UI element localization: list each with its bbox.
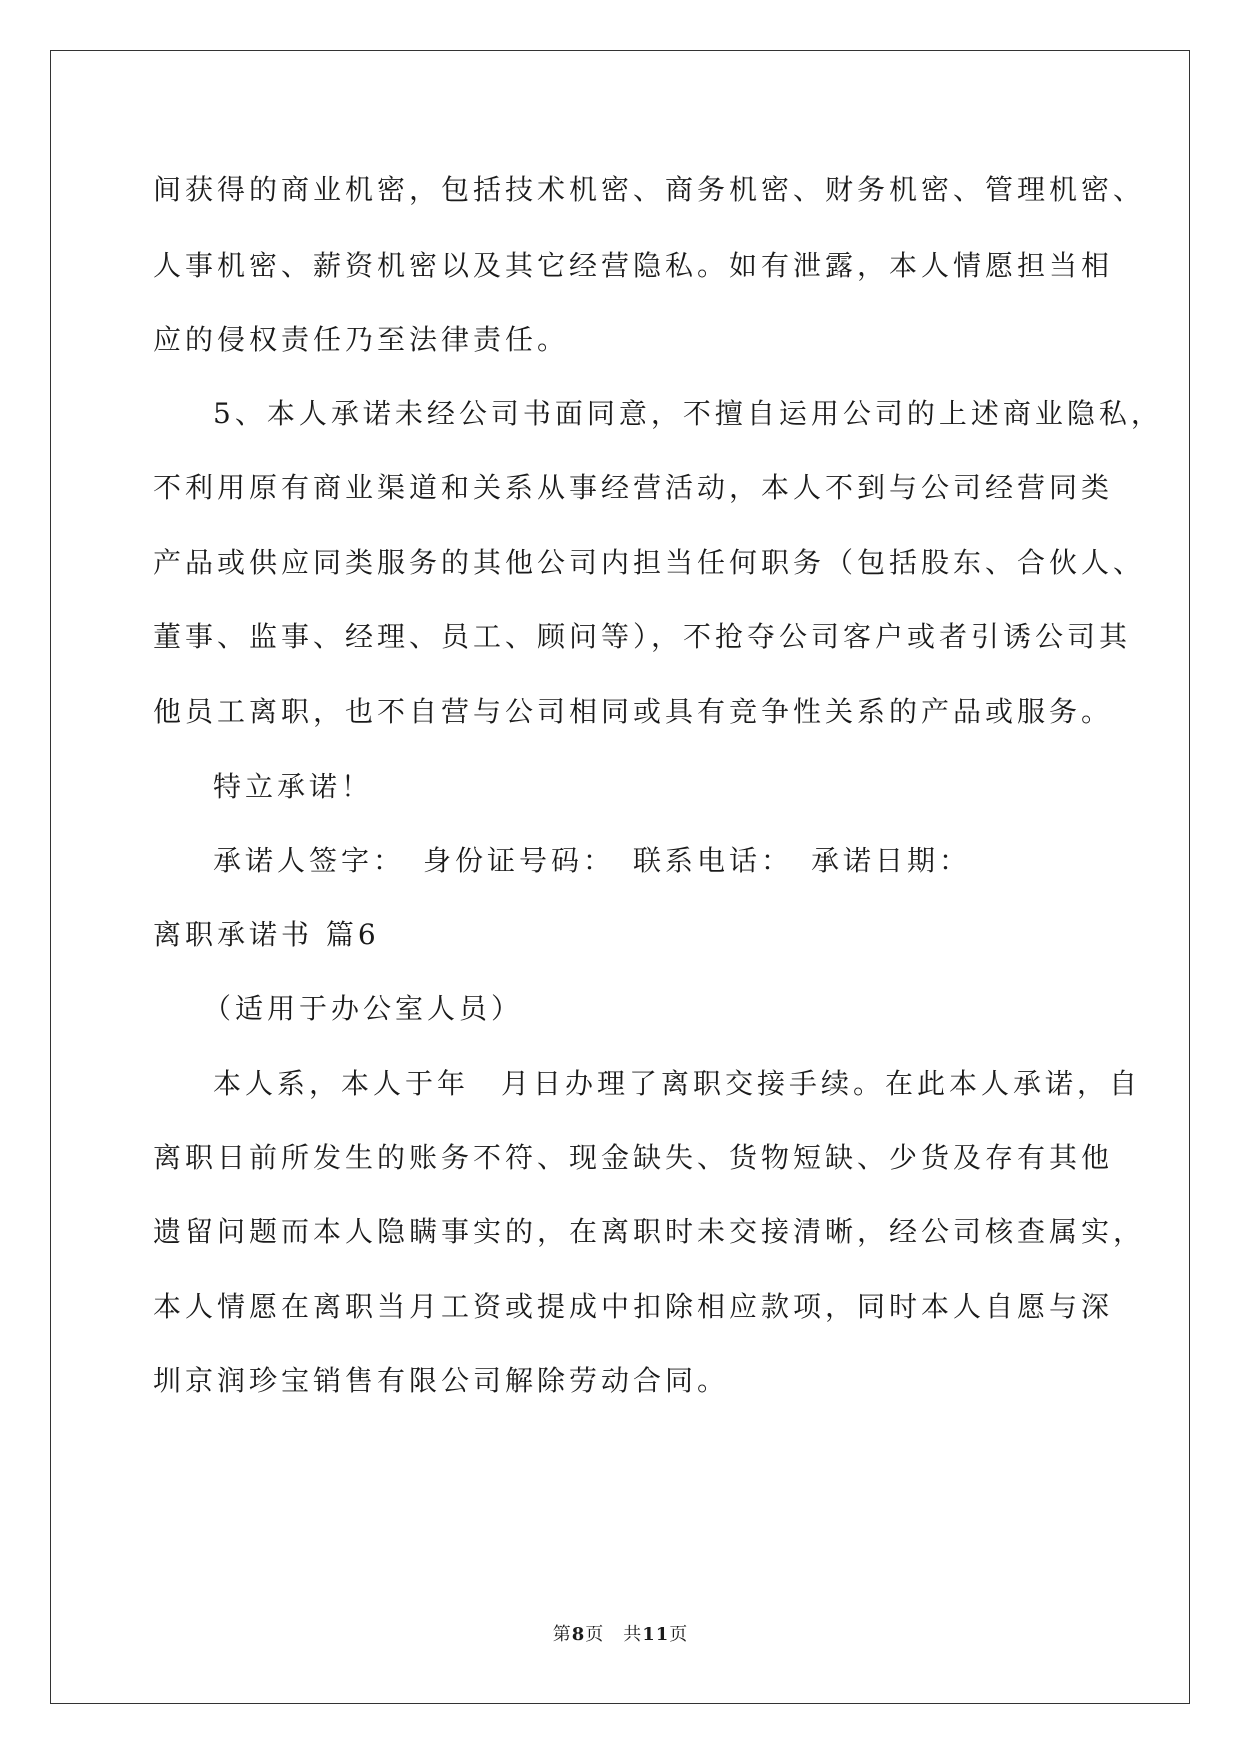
paragraph-line: 遗留问题而本人隐瞒事实的，在离职时未交接清晰，经公司核查属实，	[153, 1215, 1146, 1248]
paragraph-line: 应的侵权责任乃至法律责任。	[153, 323, 570, 356]
paragraph-line: 不利用原有商业渠道和关系从事经营活动，本人不到与公司经营同类	[153, 471, 1114, 504]
current-page-number: 8	[571, 1624, 586, 1645]
paragraph-line: 圳京润珍宝销售有限公司解除劳动合同。	[153, 1364, 730, 1397]
closing-statement: 特立承诺！	[213, 770, 374, 803]
footer-mid: 页 共	[585, 1624, 643, 1645]
paragraph-line: 人事机密、薪资机密以及其它经营隐私。如有泄露，本人情愿担当相	[153, 249, 1114, 282]
paragraph-line: 离职日前所发生的账务不符、现金缺失、货物短缺、少货及存有其他	[153, 1141, 1114, 1174]
signature-fields: 承诺人签字： 身份证号码： 联系电话： 承诺日期：	[213, 844, 972, 877]
section-subtitle: （适用于办公室人员）	[203, 992, 524, 1025]
footer-suffix: 页	[669, 1624, 689, 1645]
paragraph-line: 本人系，本人于年 月日办理了离职交接手续。在此本人承诺，自	[213, 1067, 1142, 1100]
paragraph-line: 本人情愿在离职当月工资或提成中扣除相应款项，同时本人自愿与深	[153, 1290, 1114, 1323]
section-heading: 离职承诺书 篇6	[153, 918, 380, 951]
footer-prefix: 第	[552, 1624, 572, 1645]
paragraph-line: 5、本人承诺未经公司书面同意，不擅自运用公司的上述商业隐私，	[213, 397, 1163, 430]
paragraph-line: 董事、监事、经理、员工、顾问等），不抢夺公司客户或者引诱公司其	[153, 620, 1132, 653]
paragraph-line: 他员工离职，也不自营与公司相同或具有竞争性关系的产品或服务。	[153, 695, 1114, 728]
paragraph-line: 间获得的商业机密，包括技术机密、商务机密、财务机密、管理机密、	[153, 173, 1146, 206]
paragraph-line: 产品或供应同类服务的其他公司内担当任何职务（包括股东、合伙人、	[153, 546, 1146, 579]
total-page-count: 11	[642, 1624, 670, 1645]
page-footer	[0, 1620, 1241, 1646]
